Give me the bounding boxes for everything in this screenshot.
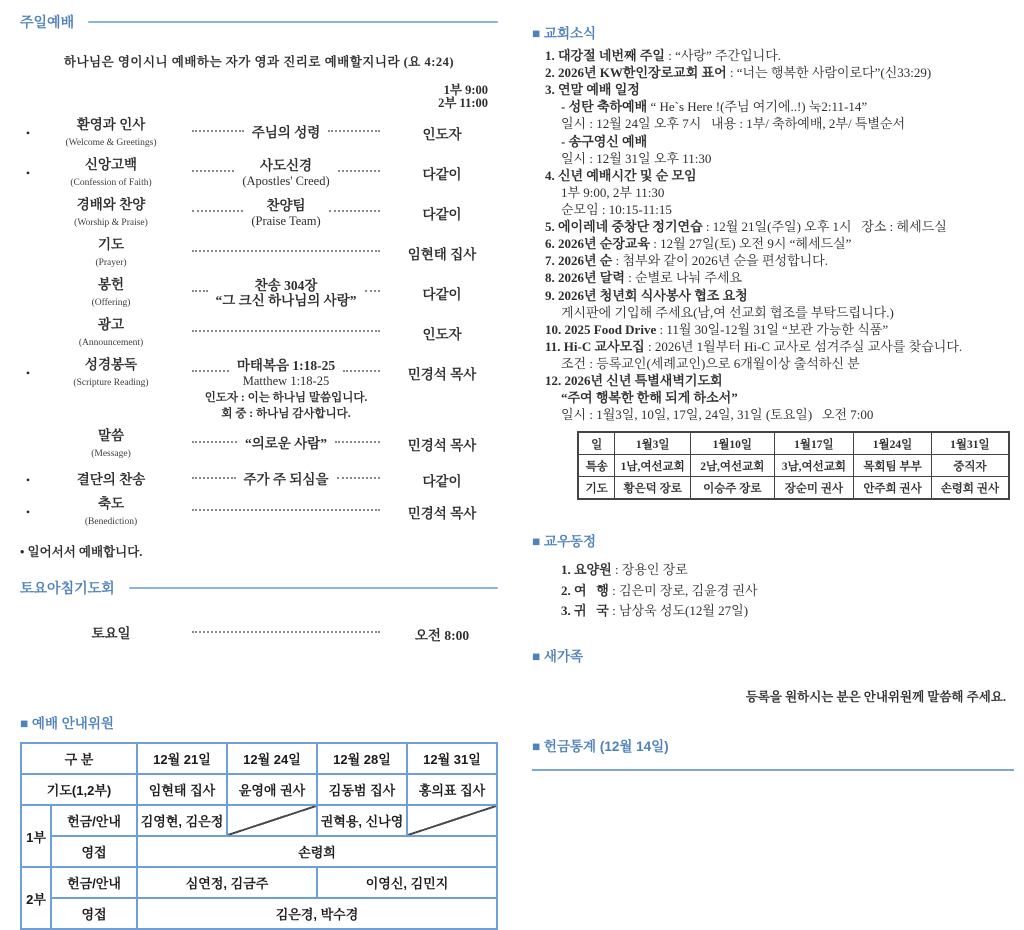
row-bullet: • [25, 365, 31, 380]
service-row-prayer [20, 237, 498, 269]
row-bullet: • [25, 125, 31, 140]
header-cell: 구 분 [21, 743, 137, 774]
row-label-ko: 말씀 [97, 428, 125, 444]
cell: 영접 [51, 836, 137, 867]
row-center-line2: “그 크신 하나님의 사랑” [215, 293, 357, 308]
table-row [578, 477, 1009, 500]
news-line: - 성탄 축하예배 “ He`s Here !(주님 여기에..!) 눅2:11-14” [561, 99, 868, 115]
service-time-1: 1부 9:00 [443, 83, 488, 97]
news-line: - 송구영신 예배 [561, 133, 648, 149]
offering-rule [532, 769, 1014, 772]
sunday-service-heading [20, 12, 498, 32]
cell-empty-diagonal [227, 805, 317, 836]
row-label-ko: 광고 [97, 317, 125, 332]
news-heading: ■ 교회소식 [532, 26, 597, 41]
row-label [36, 472, 186, 488]
saturday-time: 오전 8:00 [414, 628, 470, 644]
row-label-ko: 신앙고백 [84, 157, 138, 172]
scripture-ref-en: Matthew 1:18-25 [242, 373, 330, 388]
row-label [36, 117, 186, 149]
row-center [216, 278, 357, 308]
dot-leader [343, 370, 380, 372]
service-times [438, 84, 488, 109]
header-cell: 1월3일 [615, 432, 691, 455]
news-list [532, 48, 1014, 423]
cell: 특송 [578, 455, 615, 477]
ushers-heading: ■ 예배 안내위원 [20, 716, 114, 732]
row-label-ko: 봉헌 [97, 277, 125, 292]
service-row-benediction [20, 496, 498, 528]
table-row [578, 432, 1009, 455]
member-item: 1. 요양원 : 장용인 장로 [561, 562, 688, 578]
member-item: 2. 여 행 : 김은미 장로, 김윤경 권사 [561, 582, 758, 598]
row-label-ko: 기도 [97, 237, 125, 252]
news-line: 일시 : 12월 24일 오후 7시 내용 : 1부/ 축하예배, 2부/ 특별순서 [561, 116, 906, 132]
row-middle [186, 471, 386, 489]
cell: 목회팀 부부 [854, 455, 932, 477]
news-line: 11. Hi-C 교사모집 : 2026년 1월부터 Hi-C 교사로 섬겨주실 교사를 찾습니다. [545, 338, 963, 354]
header-cell: 1월31일 [931, 432, 1009, 455]
row-middle [186, 435, 386, 453]
row-label [36, 428, 186, 460]
saturday-prayer-title: 토요아침기도회 [20, 580, 115, 597]
row-label-ko: 환영과 인사 [76, 117, 146, 132]
news-line: 5. 에이레네 중창단 정기연습 : 12월 21일(주일) 오후 1시 장소 : 헤세드실 [545, 219, 947, 235]
right-column [532, 12, 1014, 771]
table-row [21, 867, 497, 898]
news-line: 4. 신년 예배시간 및 순 모임 [545, 167, 697, 183]
dot-leader [329, 210, 380, 212]
row-label-ko: 경배와 찬양 [76, 197, 146, 212]
row-label-en: (Announcement) [78, 338, 144, 348]
member-item: 3. 귀 국 : 남상욱 성도(12월 27일) [561, 602, 749, 618]
table-row [21, 836, 497, 867]
table-row [578, 455, 1009, 477]
response-leader: 인도자 : 이는 하나님 말씀입니다. [204, 392, 368, 404]
row-label [36, 626, 186, 642]
news-line: 게시판에 기입해 주세요(남,여 선교회 협조를 부탁드립니다.) [561, 304, 894, 320]
table-row [21, 898, 497, 929]
header-cell: 1월17일 [774, 432, 854, 455]
header-cell: 12월 31일 [407, 743, 497, 774]
news-line: 1부 9:00, 2부 11:30 [561, 184, 665, 200]
header-cell: 12월 24일 [227, 743, 317, 774]
cell: 중직자 [931, 455, 1009, 477]
heading-rule [129, 587, 498, 589]
sermon-title: “의로운 사람” [244, 436, 328, 452]
service-time-2: 2부 11:00 [438, 95, 488, 110]
news-line: 8. 2026년 달력 : 순별로 나눠 주세요 [545, 270, 743, 286]
heading-rule [88, 21, 498, 23]
news-line: “주여 행복한 한해 되게 하소서” [561, 390, 738, 406]
dawn-prayer-table [577, 431, 1010, 500]
scripture-ref-ko: 마태복음 1:18-25 [236, 358, 336, 374]
row-person: 인도자 [422, 327, 462, 342]
cell: 윤영애 권사 [227, 774, 317, 805]
row-bullet: • [25, 165, 31, 180]
news-line: 일시 : 12월 31일 오후 11:30 [561, 150, 712, 166]
row-label-ko: 축도 [97, 496, 125, 512]
row-center [242, 158, 329, 187]
cell: 장순미 권사 [774, 477, 854, 500]
row-middle [186, 198, 386, 227]
scripture-responses [186, 391, 386, 422]
cell: 안주희 권사 [854, 477, 932, 500]
service-row-decision-hymn [20, 470, 498, 490]
row-label [36, 317, 186, 349]
saturday-label: 토요일 [91, 626, 131, 642]
news-line: 조건 : 등록교인(세례교인)으로 6개월이상 출석하신 분 [561, 355, 860, 371]
row-bullet: • [25, 504, 31, 519]
row-center: 주가 주 되심을 [243, 472, 329, 488]
dot-leader [365, 290, 381, 292]
cell-part1: 1부 [21, 805, 51, 867]
table-row [21, 805, 497, 836]
header-cell: 12월 21일 [137, 743, 227, 774]
row-label [36, 277, 186, 309]
dot-leader [192, 210, 243, 212]
offering-heading: ■ 헌금통계 (12월 14일) [532, 738, 669, 754]
cell: 손령희 [137, 836, 497, 867]
new-family-heading: ■ 새가족 [532, 648, 584, 664]
news-line: 10. 2025 Food Drive : 11월 30일-12월 31일 “보관 가능한 식품” [545, 321, 889, 337]
cell: 홍의표 집사 [407, 774, 497, 805]
row-label-en: (Message) [91, 449, 131, 460]
dot-leader [192, 631, 380, 633]
row-label-en: (Confession of Faith) [70, 178, 152, 188]
dot-leader [192, 170, 234, 172]
saturday-prayer-row [20, 624, 498, 644]
service-row-message [20, 428, 498, 460]
cell: 권혁용, 신나영 [317, 805, 407, 836]
news-line: 3. 연말 예배 일정 [545, 82, 640, 98]
cell-part2: 2부 [21, 867, 51, 929]
row-center [251, 198, 320, 227]
row-center-ko: 사도신경 [259, 158, 313, 174]
row-center-line1: 찬송 304장 [254, 277, 318, 293]
cell: 임현태 집사 [137, 774, 227, 805]
header-cell: 1월24일 [854, 432, 932, 455]
news-line: 일시 : 1월3일, 10일, 17일, 24일, 31일 (토요일) 오전 7:00 [561, 407, 874, 423]
service-row-praise [20, 197, 498, 229]
response-congregation: 회 중 : 하나님 감사합니다. [221, 407, 351, 420]
new-family-note: 등록을 원하시는 분은 안내위원께 말씀해 주세요. [745, 689, 1006, 704]
service-row-scripture [20, 357, 498, 422]
cell: 3남,여선교회 [774, 455, 854, 477]
row-middle [186, 358, 386, 387]
row-middle [186, 324, 386, 342]
table-row [21, 743, 497, 774]
cell-empty-diagonal [407, 805, 497, 836]
header-cell: 일 [578, 432, 615, 455]
dot-leader [192, 441, 237, 443]
header-cell: 1월10일 [691, 432, 775, 455]
row-person: 민경석 목사 [407, 438, 477, 454]
news-line: 7. 2026년 순 : 첨부와 같이 2026년 순을 편성합니다. [545, 253, 828, 269]
ushers-table [20, 742, 498, 930]
row-person: 다같이 [422, 287, 462, 302]
row-center: 주님의 성령 [251, 125, 321, 141]
left-column [20, 12, 498, 930]
row-label-en: (Offering) [91, 298, 131, 308]
cell: 심연정, 김금주 [137, 867, 317, 898]
dot-leader [192, 290, 208, 292]
row-label-ko: 결단의 찬송 [76, 472, 146, 488]
cell: 영접 [51, 898, 137, 929]
row-bullet: • [25, 472, 31, 487]
news-line: 1. 대강절 네번째 주일 : “사랑” 주간입니다. [545, 48, 782, 63]
row-label [36, 157, 186, 189]
dot-leader [192, 509, 380, 511]
row-label-en: (Worship & Praise) [74, 218, 148, 228]
service-row-offering [20, 277, 498, 309]
row-label-en: (Benediction) [84, 517, 138, 528]
row-label-en: (Prayer) [95, 258, 127, 268]
dot-leader [192, 477, 236, 479]
cell: 1남,여선교회 [615, 455, 691, 477]
row-label-en: (Scripture Reading) [73, 378, 149, 388]
sunday-service-title: 주일예배 [20, 14, 75, 30]
row-person: 임현태 집사 [407, 247, 477, 262]
dot-leader [192, 330, 380, 332]
row-person: 다같이 [422, 207, 462, 222]
service-row-confession [20, 157, 498, 189]
table-row [21, 774, 497, 805]
row-middle [186, 158, 386, 187]
service-row-announcement [20, 317, 498, 349]
members-list [532, 562, 1014, 618]
news-line: 12. 2026년 신년 특별새벽기도회 [545, 373, 723, 389]
dot-leader [192, 370, 229, 372]
cell: 헌금/안내 [51, 867, 137, 898]
dot-leader [192, 250, 380, 252]
dot-leader [335, 441, 380, 443]
row-center-ko: 찬양팀 [266, 198, 306, 214]
row-label [36, 357, 186, 389]
row-person: 민경석 목사 [407, 506, 477, 522]
row-person: 민경석 목사 [407, 367, 477, 382]
service-row-welcome [20, 117, 498, 149]
saturday-prayer-heading [20, 578, 498, 598]
dot-leader [338, 170, 380, 172]
news-line: 순모임 : 10:15-11:15 [561, 201, 672, 217]
row-label-en: (Welcome & Greetings) [65, 138, 157, 148]
row-middle [186, 278, 386, 308]
dot-leader [337, 477, 381, 479]
cell: 손령희 권사 [931, 477, 1009, 500]
cell: 기도 [578, 477, 615, 500]
members-heading: ■ 교우동정 [532, 534, 597, 550]
standing-note: • 일어서서 예배합니다. [20, 545, 143, 560]
dot-leader [192, 130, 244, 132]
service-verse: 하나님은 영이시니 예배하는 자가 영과 진리로 예배할지니라 (요 4:24) [63, 55, 455, 69]
row-middle [186, 503, 386, 521]
row-label [36, 237, 186, 269]
cell: 김은경, 박수경 [137, 898, 497, 929]
row-center-en: (Praise Team) [251, 213, 321, 228]
dot-leader [328, 130, 380, 132]
row-label [36, 197, 186, 229]
cell: 2남,여선교회 [691, 455, 775, 477]
row-person: 다같이 [422, 474, 462, 490]
cell: 헌금/안내 [51, 805, 137, 836]
row-middle [186, 244, 386, 262]
news-line: 9. 2026년 청년회 식사봉사 협조 요청 [545, 287, 748, 303]
cell: 이영신, 김민지 [317, 867, 497, 898]
cell: 이승주 장로 [691, 477, 775, 500]
row-person: 인도자 [422, 127, 462, 142]
cell: 황은덕 장로 [615, 477, 691, 500]
row-label-ko: 성경봉독 [84, 357, 138, 372]
row-middle [186, 625, 386, 643]
row-center [237, 358, 335, 387]
news-line: 2. 2026년 KW한인장로교회 표어 : “너는 행복한 사람이로다”(신33:29) [545, 65, 932, 81]
cell: 김동범 집사 [317, 774, 407, 805]
cell-prayer-label: 기도(1,2부) [21, 774, 137, 805]
row-center-en: (Apostles' Creed) [242, 173, 330, 188]
row-middle [186, 124, 386, 142]
header-cell: 12월 28일 [317, 743, 407, 774]
row-label [36, 496, 186, 528]
news-line: 6. 2026년 순장교육 : 12월 27일(토) 오전 9시 “헤세드실” [545, 236, 852, 252]
row-person: 다같이 [422, 167, 462, 182]
cell: 김영현, 김은정 [137, 805, 227, 836]
